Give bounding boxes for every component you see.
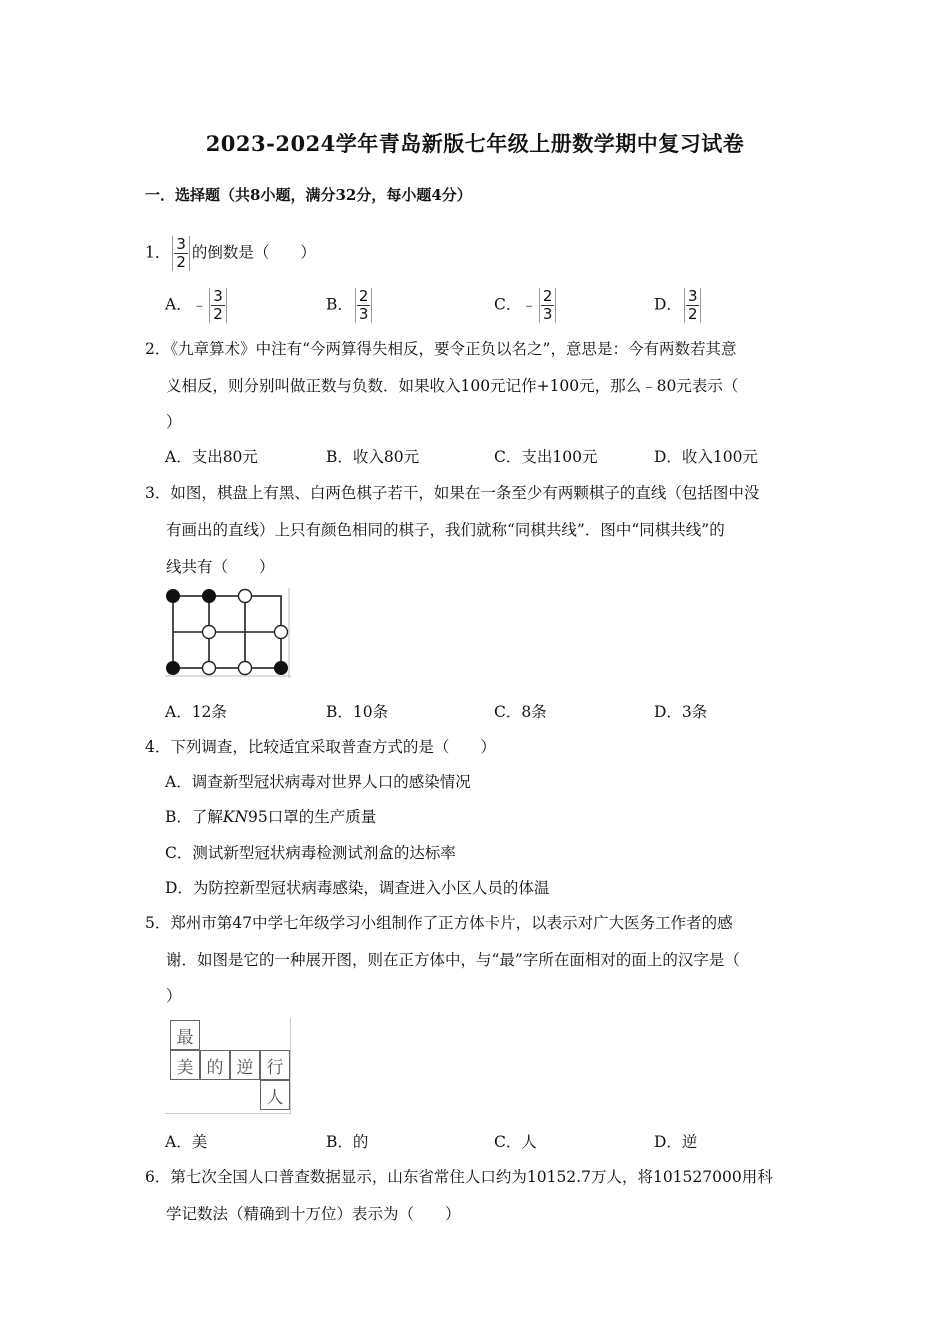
q3-option-b: B．10条 — [326, 703, 389, 721]
q4-option-b: B．了解KN95口罩的生产质量 — [165, 808, 377, 826]
page-title: 2023-2024学年青岛新版七年级上册数学期中复习试卷 — [205, 131, 745, 156]
question-1 — [145, 236, 316, 271]
question-3-line-1: 3．如图，棋盘上有黑、白两色棋子若干，如果在一条至少有两颗棋子的直线（包括图中没 — [145, 484, 760, 502]
q5-option-d: D．逆 — [654, 1133, 698, 1151]
q1-option-b: B． $\frac{2}{3}$ — [326, 288, 374, 323]
question-4-stem: 4．下列调查，比较适宜采取普查方式的是（ ） — [145, 738, 496, 756]
q4-option-d: D．为防控新型冠状病毒感染，调查进入小区人员的体温 — [165, 879, 550, 897]
net-face: 的 — [200, 1050, 230, 1080]
question-2-line-1: 2．《九章算术》中注有“今两算得失相反，要令正负以名之”，意思是：今有两数若其意 — [145, 340, 737, 358]
question-5-line-1: 5．郑州市第47中学七年级学习小组制作了正方体卡片，以表示对广大医务工作者的感 — [145, 914, 733, 932]
q3-option-d: D．3条 — [654, 703, 708, 721]
q1-option-c: C．﹣ $\frac{2}{3}$ — [494, 288, 558, 323]
white-stone — [203, 626, 216, 639]
question-5-line-2: 谢．如图是它的一种展开图，则在正方体中，与“最”字所在面相对的面上的汉字是（ — [166, 951, 740, 969]
question-2-line-2: 义相反，则分别叫做正数与负数．如果收入100元记作+100元，那么﹣80元表示（ — [166, 377, 739, 395]
fraction: $\frac{2}{3}$ — [355, 288, 373, 323]
net-face: 人 — [260, 1080, 290, 1110]
q3-option-a: A．12条 — [165, 703, 227, 721]
fraction: $\frac{2}{3}$ — [539, 288, 557, 323]
q4-option-a: A．调查新型冠状病毒对世界人口的感染情况 — [165, 773, 471, 791]
net-face: 逆 — [230, 1050, 260, 1080]
question-6-line-1: 6．第七次全国人口普查数据显示，山东省常住人口约为10152.7万人，将101527000用科 — [145, 1168, 773, 1186]
net-face: 美 — [170, 1050, 200, 1080]
question-3-line-2: 有画出的直线）上只有颜色相同的棋子，我们就称“同棋共线”．图中“同棋共线”的 — [166, 521, 725, 539]
q2-option-a: A．支出80元 — [165, 448, 258, 466]
q2-option-d: D．收入100元 — [654, 448, 759, 466]
q5-option-a: A．美 — [165, 1133, 208, 1151]
cube-net-figure — [165, 1018, 291, 1114]
net-face: 最 — [170, 1020, 200, 1050]
fraction: $\frac{3}{2}$ — [172, 236, 190, 271]
question-6-line-2: 学记数法（精确到十万位）表示为（ ） — [166, 1205, 461, 1223]
net-face: 行 — [260, 1050, 290, 1080]
q2-option-b: B．收入80元 — [326, 448, 420, 466]
white-stone — [239, 662, 252, 675]
q1-option-d: D． $\frac{3}{2}$ — [654, 288, 703, 323]
question-2-line-3: ） — [166, 413, 182, 431]
figure-background — [165, 588, 291, 678]
white-stone — [203, 662, 216, 675]
section-heading: 一．选择题（共8小题，满分32分，每小题4分） — [145, 186, 472, 204]
white-stone — [239, 590, 252, 603]
question-5-line-3: ） — [166, 987, 182, 1005]
q5-option-b: B．的 — [326, 1133, 369, 1151]
black-stone — [167, 662, 180, 675]
black-stone — [203, 590, 216, 603]
fraction: $\frac{3}{2}$ — [209, 288, 227, 323]
fraction: $\frac{3}{2}$ — [684, 288, 702, 323]
black-stone — [275, 662, 288, 675]
question-number: 1． — [145, 243, 171, 262]
black-stone — [167, 590, 180, 603]
q1-option-a: A．﹣ $\frac{3}{2}$ — [165, 288, 229, 323]
chessboard-figure — [165, 588, 291, 678]
q2-option-c: C．支出100元 — [494, 448, 598, 466]
q5-option-c: C．人 — [494, 1133, 537, 1151]
q3-option-c: C．8条 — [494, 703, 547, 721]
q4-option-c: C．测试新型冠状病毒检测试剂盒的达标率 — [165, 844, 456, 862]
question-3-line-3: 线共有（ ） — [166, 558, 275, 576]
question-stem: 的倒数是（ ） — [191, 243, 316, 262]
white-stone — [275, 626, 288, 639]
